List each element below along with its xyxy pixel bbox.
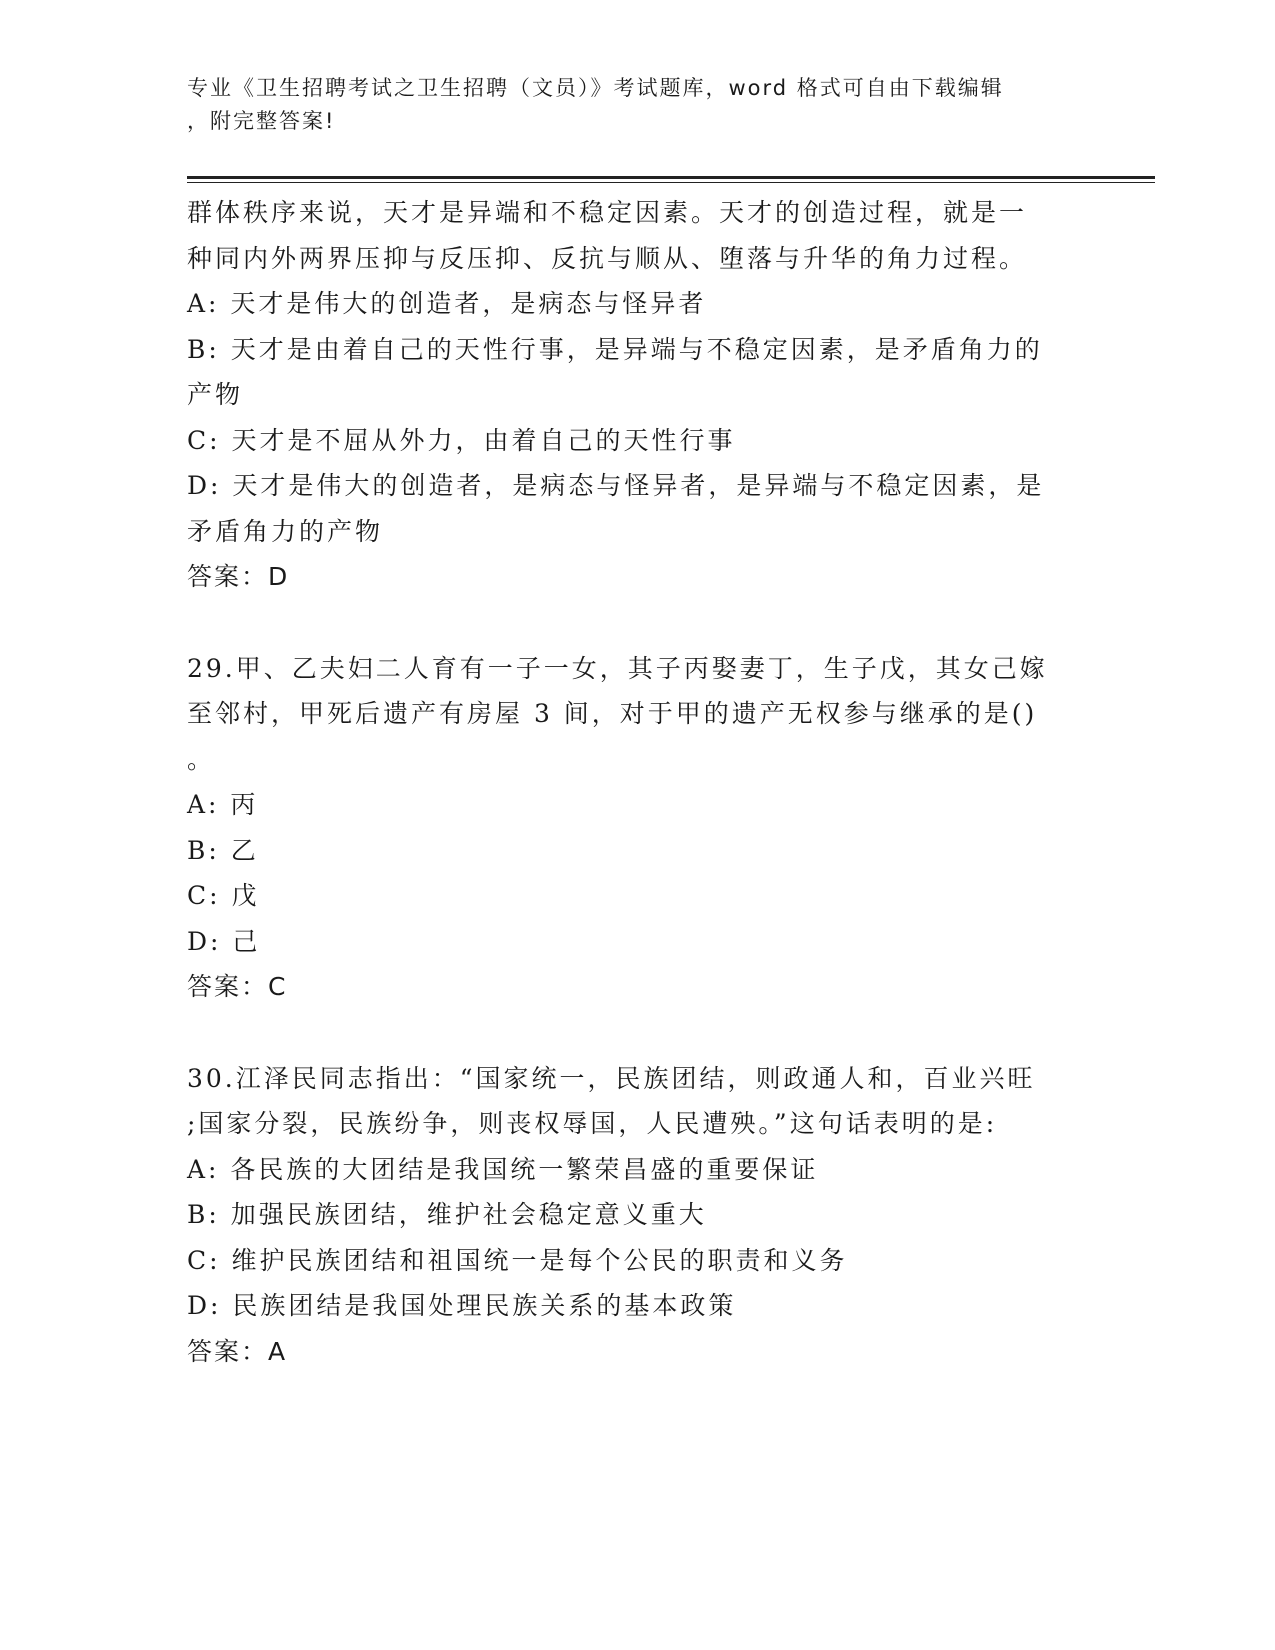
header-line-1: 专业《卫生招聘考试之卫生招聘（文员）》考试题库，word 格式可自由下载编辑 [187, 76, 1004, 100]
question-stem-line: 种同内外两界压抑与反压抑、反抗与顺从、堕落与升华的角力过程。 [187, 243, 1028, 273]
option-b: B: 天才是由着自己的天性行事，是异端与不稳定因素，是矛盾角力的 [187, 334, 1043, 364]
option-d: D: 天才是伟大的创造者，是病态与怪异者，是异端与不稳定因素，是 [187, 471, 1045, 500]
option-b: B: 加强民族团结，维护社会稳定意义重大 [187, 1200, 707, 1229]
document-header [187, 72, 1067, 138]
answer-label: 答案：D [187, 562, 290, 591]
question-stem-line: 至邻村，甲死后遗产有房屋 3 间，对于甲的遗产无权参与继承的是() [187, 699, 1038, 728]
question-stem-line: 群体秩序来说，天才是异端和不稳定因素。天才的创造过程，就是一 [187, 198, 1028, 227]
header-line-2: ，附完整答案! [187, 109, 336, 133]
answer-label: 答案：C [187, 972, 288, 1001]
question-28 [187, 190, 1087, 600]
answer-label: 答案：A [187, 1336, 288, 1366]
header-rule-thick [187, 176, 1155, 179]
question-content [187, 190, 1087, 1374]
option-a: A: 天才是伟大的创造者，是病态与怪异者 [187, 289, 707, 318]
option-d-continued: 矛盾角力的产物 [187, 516, 384, 546]
option-c: C: 戊 [187, 881, 260, 910]
question-stem-line: 30.江泽民同志指出：“国家统一，民族团结，则政通人和，百业兴旺 [187, 1063, 1036, 1093]
option-b-continued: 产物 [187, 380, 244, 409]
option-b: B: 乙 [187, 835, 259, 865]
option-a: A: 各民族的大团结是我国统一繁荣昌盛的重要保证 [187, 1154, 819, 1184]
option-c: C: 天才是不屈从外力，由着自己的天性行事 [187, 425, 736, 455]
option-a: A: 丙 [187, 790, 259, 819]
option-d: D: 己 [187, 926, 261, 956]
question-stem-line: 29.甲、乙夫妇二人育有一子一女，其子丙娶妻丁，生子戊，其女己嫁 [187, 653, 1048, 683]
option-c: C: 维护民族团结和祖国统一是每个公民的职责和义务 [187, 1245, 848, 1275]
option-d: D: 民族团结是我国处理民族关系的基本政策 [187, 1291, 737, 1320]
question-stem-line: ;国家分裂，民族纷争，则丧权辱国，人民遭殃。”这句话表明的是: [187, 1109, 998, 1138]
question-stem-line: 。 [187, 744, 216, 774]
question-29 [187, 646, 1087, 1010]
header-rule-thin [187, 182, 1155, 183]
question-30 [187, 1056, 1087, 1375]
